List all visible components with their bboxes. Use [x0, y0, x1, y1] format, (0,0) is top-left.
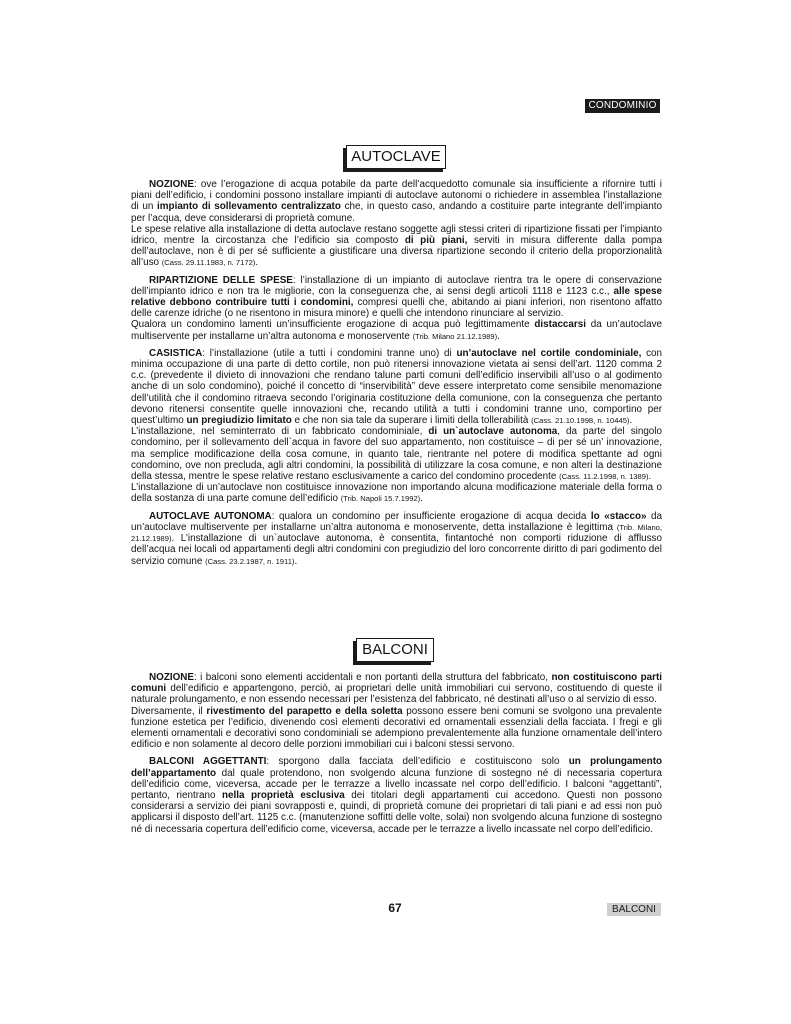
paragraph-balconi-aggettanti: [131, 756, 662, 834]
paragraph-nozione-cont: [131, 224, 662, 269]
text-run: possono essere beni comuni se svolgono una prevalente funzione estetica per l’edificio, divenendo così elementi decorativi ed ornamentali essenziali della facciata. I fregi e gli elementi ornamentali e decorativi sono condominiali se adempiono prevalentemente alla funzione ornamentale dell’intero edificio e non solamente al decoro delle porzioni immobiliari cui i balconi stessi servono.: [131, 705, 662, 751]
section-title-autoclave: AUTOCLAVE: [346, 145, 446, 169]
text-run: .: [420, 493, 423, 505]
text-run: e che non sia tale da superare i limiti della tollerabilità: [291, 415, 532, 427]
balconi-body: [131, 672, 662, 841]
text-run: : i balconi sono elementi accidentali e non portanti della struttura del fabbricato,: [194, 672, 552, 683]
text-run: .: [294, 555, 298, 567]
text-run: Le spese relative alla installazione di detta autoclave restano soggette agli stessi criteri di ripartizione fissati per l’impianto idrico, mentre la circostanza che l’edificio sia composto: [131, 223, 662, 247]
text-bold: non costituiscono parti comuni: [131, 672, 662, 695]
text-run: da un’autoclave multiservente per installarne un’altra autonoma e monoservente: [131, 319, 662, 342]
text-run: : sporgono dalla facciata dell’edificio e costituiscono solo: [266, 756, 569, 768]
text-run: : l’installazione (utile a tutti i condomini tranne uno) di: [202, 347, 457, 359]
paragraph-nozione: [131, 672, 662, 706]
text-run: con minima occupazione di una parte di detto cortile, non può ritenersi innovazione vietata ai sensi dell’art. 1120 comma 2 c.c. (prevedente il divieto di innovazioni che rendano talune parti comuni dell’edificio inservibili all’uso o al godimento anche di un solo condomino), poiché il concetto di “inservibilità” deve essere interpretato come sensibile menomazione dell’utilità che il condomino ritraeva secondo l’originaria costituzione della comunione, con la conseguenza che pertanto devono ritenersi consentite quelle innovazioni che, recando utilità a tutti i condomini tranne uno, comportino per quest’ultimo: [131, 347, 662, 427]
autoclave-body: [131, 179, 662, 573]
text-run: Diversamente, il: [131, 705, 207, 717]
citation: (Cass. 21.10.1998, n. 10445): [531, 416, 630, 426]
paragraph-lead: AUTOCLAVE AUTONOMA: [149, 510, 272, 522]
text-bold: alle spese relative debbono contribuire tutti i condomini,: [131, 285, 662, 309]
paragraph-lead: NOZIONE: [149, 672, 194, 683]
text-bold: un prolungamento dell’appartamento: [131, 756, 663, 779]
text-bold: impianto di sollevamento centralizzato: [157, 201, 341, 213]
paragraph-lead: NOZIONE: [149, 179, 194, 190]
citation: (Cass. 23.2.1987, n. 1911): [205, 556, 295, 566]
text-run: L’installazione, nel seminterrato di un fabbricato condominiale,: [131, 426, 429, 438]
text-run: dei titolari degli appartamenti cui accedono. Questi non possono considerarsi a servizio dei piani sovrapposti e, quindi, di proprietà comune dei proprietari di tali piani e ad essi non può applicarsi il disposto dell’art. 1125 c.c. (manutenzione soffitti delle volte, solai) non svolgendo alcuna funzione di sostegno né di necessaria copertura dell’edificio come, viceversa, accade per le terrazze a livello incassate nel corpo dell’edificio.: [131, 790, 662, 835]
citation: (Cass. 29.11.1983, n. 7172): [161, 258, 256, 268]
paragraph-lead: RIPARTIZIONE DELLE SPESE: [149, 274, 293, 286]
text-run: dal quale protendono, non svolgendo alcuna funzione di sostegno né di necessaria copertura dell’edificio come, viceversa, accade per le terrazze a livello incassate nel corpo dell’edificio. I balconi “aggettanti”, pertanto, rientrano: [131, 767, 662, 802]
text-bold: rivestimento del parapetto e della soletta: [206, 705, 403, 717]
text-bold: lo «stacco»: [590, 510, 647, 522]
text-run: : qualora un condomino per insufficiente erogazione di acqua decida: [271, 510, 591, 522]
citation: (Trib. Milano 21.12.1989): [412, 331, 498, 341]
paragraph-casistica: [131, 348, 662, 426]
section-tag-footer: BALCONI: [607, 903, 661, 916]
text-run: da un’autoclave multiservente per installarne un’altra autonoma e monoservente, detta installazione è legittima: [131, 510, 663, 533]
text-bold: nella proprietà esclusiva: [221, 790, 345, 802]
text-run: .: [255, 257, 259, 269]
text-run: dell’edificio e appartengono, perciò, ai proprietari delle unità immobiliari cui servono, costituendo di queste il naturale prolungamento, e non essendo necessari per l’esistenza del fabbricato, né destinati all’uso o al servizio di esso.: [131, 683, 662, 706]
text-run: L’installazione di un’autoclave non costituisce innovazione non importando alcuna modificazione materiale della forma o della sostanza di una parte comune dell’edificio: [131, 482, 662, 505]
paragraph-nozione: [131, 179, 662, 224]
paragraph-nozione-cont: [131, 706, 662, 751]
text-run: . L’installazione di un`autoclave autonoma, è consentita, fintantoché non comporti riduzione di afflusso dell’acqua nei locali od appartamenti degli altri condomini con pregiudizio del loro concorrente diritto di pari godimento del servizio comune: [131, 533, 662, 567]
text-bold: di più piani,: [404, 235, 468, 247]
paragraph-ripartizione: [131, 275, 662, 320]
citation: (Trib. Milano, 21.12.1989): [131, 522, 662, 544]
text-run: .: [629, 415, 633, 427]
text-bold: un pregiudizio limitato: [186, 415, 292, 427]
paragraph-lead: BALCONI AGGETTANTI: [149, 756, 267, 768]
section-title-balconi: BALCONI: [356, 638, 434, 662]
paragraph-lead: CASISTICA: [149, 347, 203, 359]
section-tag-header: CONDOMINIO: [585, 99, 660, 113]
paragraph-ripartizione-cont: [131, 319, 662, 341]
text-bold: un’autoclave nel cortile condominiale,: [456, 347, 642, 359]
page-number: 67: [388, 901, 402, 915]
citation: (Trib. Napoli 15.7.1992): [340, 494, 421, 504]
text-run: .: [648, 471, 652, 483]
text-run: Qualora un condomino lamenti un’insufficiente erogazione di acqua può legittimamente: [131, 319, 535, 331]
paragraph-casistica-cont: [131, 426, 662, 482]
text-run: che, in questo caso, andando a costituire parte integrante dell’impianto per l’acqua, deve considerarsi di proprietà comune.: [131, 201, 662, 224]
paragraph-autoclave-autonoma: [131, 511, 662, 567]
text-bold: di un`autoclave autonoma: [428, 426, 558, 438]
text-run: : ove l’erogazione di acqua potabile da parte dell’acquedotto comunale sia insufficiente a rifornire tutti i piani dell’edificio, i condomini possono installare impianti di autoclave autonomi o richiedere in assemblea l’installazione di un: [131, 179, 662, 213]
text-run: : l’installazione di un impianto di autoclave rientra tra le opere di conservazione dell’impianto idrico e non tra le migliorie, con la conseguenza che, ai sensi degli articoli 1118 e 1123 c.c.,: [131, 274, 662, 297]
citation: (Cass. 11.2.1998, n. 1389): [559, 472, 649, 482]
text-bold: distaccarsi: [534, 319, 586, 331]
text-run: compresi quelli che, abitando ai piani inferiori, non risentono affatto delle carenze idriche (o ne risentono in misura minore) e quelli che intendono rinunciare al servizio.: [131, 297, 662, 320]
text-run: serviti in misura differente dalla pompa dell’autoclave, non è di per sé sufficiente a giustificare una diversa ripartizione secondo il criterio della proporzionalità all’uso: [131, 235, 662, 269]
text-run: .: [497, 330, 500, 342]
paragraph-casistica-cont: [131, 482, 662, 504]
text-run: , da parte del singolo condomino, per il sollevamento dell`acqua in favore del suo appartamento, non costituisce – di per sé un’ innovazione, ma semplice modificazione della cosa comune, in quanto tale, rientrante nel potere di modifica spettante ad ogni condomino, ove non precluda, agli altri condomini, la possibilità di utilizzare la cosa comune, e non alteri la destinazione della stessa, mentre le spese relative restano esclusivamente a carico del condomino procedente: [131, 426, 662, 483]
